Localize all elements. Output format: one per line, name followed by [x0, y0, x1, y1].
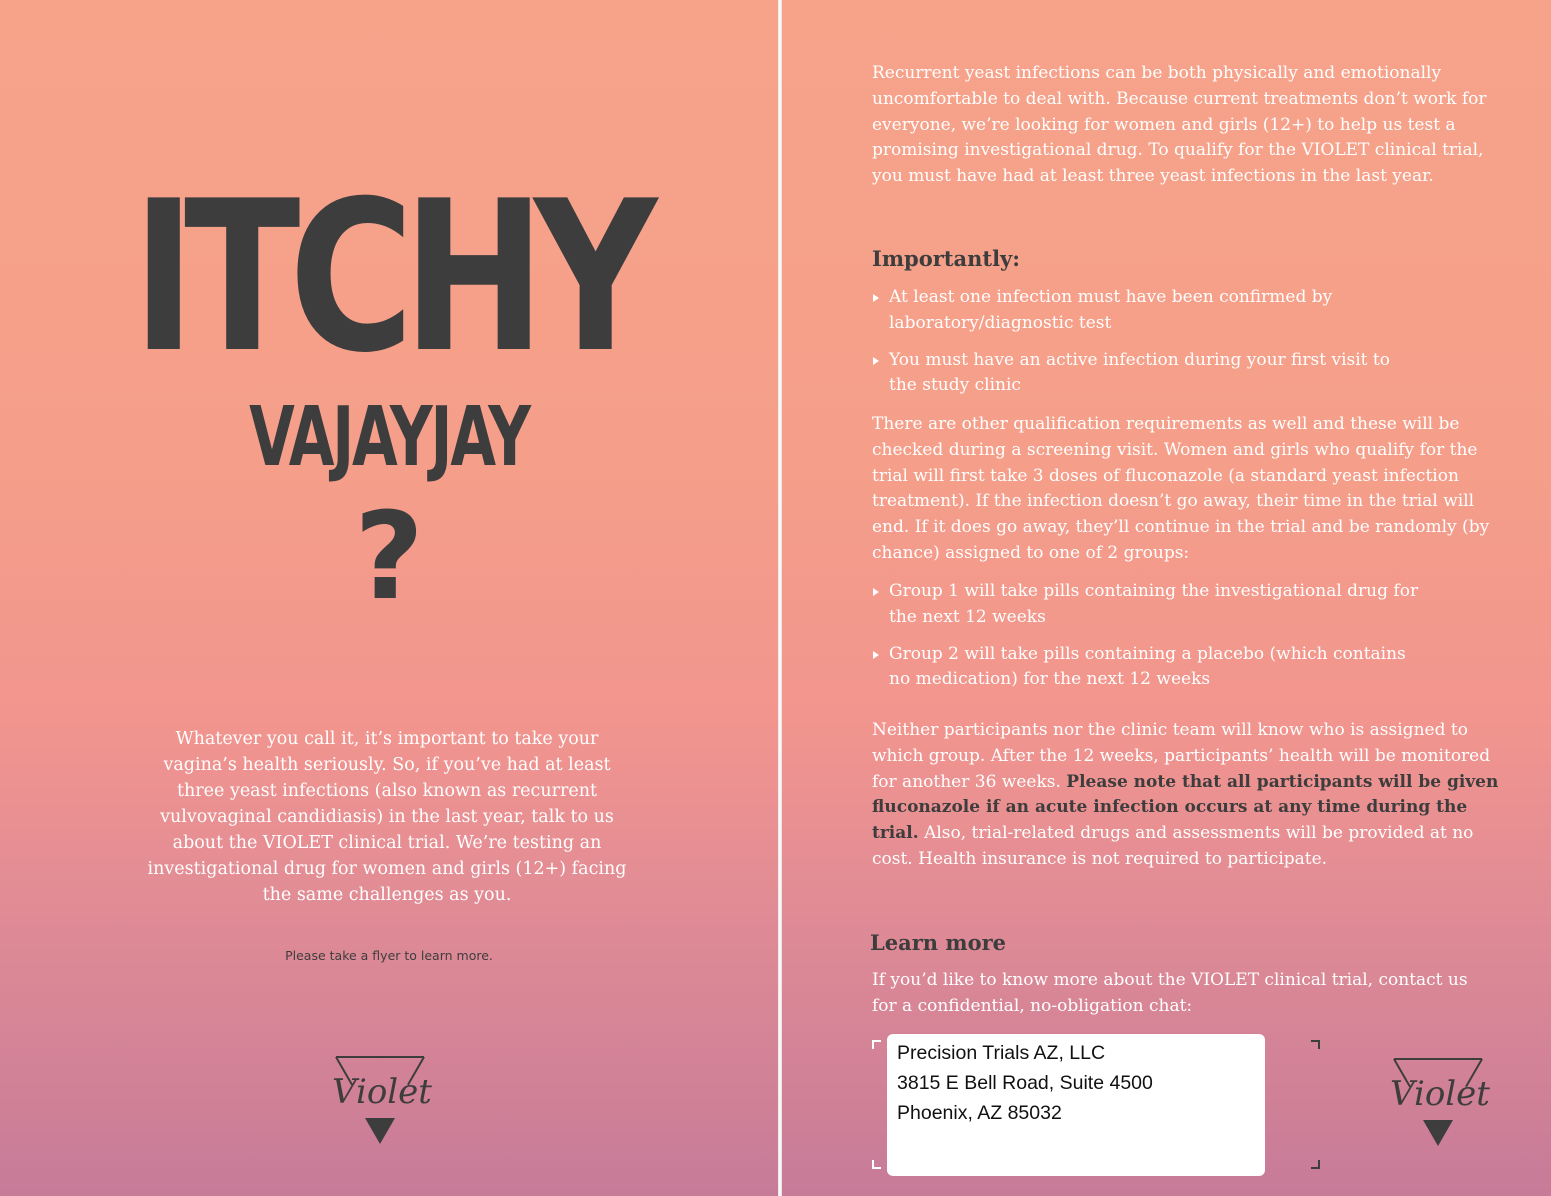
screening-paragraph: There are other qualification requirements as well and these will be checked during a screening visit. Women and girls who qualify for the trial will first take 3 doses of fluconazole (a standard yeast infection treatment). If the infection doesn’t go away, their time in the trial will end. If it does go away, they’ll continue in the trial and be randomly (by chance) assigned to one of 2 groups: — [872, 414, 1490, 563]
list-item — [872, 579, 1432, 631]
logo-frame — [336, 1056, 424, 1058]
list-item-text: You must have an active infection during your first visit to the study clinic — [889, 349, 1390, 396]
list-item — [872, 285, 1392, 337]
address-frame-corner — [1311, 1040, 1320, 1049]
groups-list — [872, 579, 1432, 704]
bullet-arrow-icon — [873, 588, 879, 596]
cost-text: Also, trial-related drugs and assessments will be provided at no cost. Health insurance is not required to participate. — [872, 823, 1474, 869]
blinding-paragraph — [872, 718, 1512, 873]
list-item — [872, 642, 1432, 694]
bullet-arrow-icon — [873, 294, 879, 302]
logo-triangle-icon — [1423, 1120, 1453, 1146]
address-frame-corner — [872, 1160, 881, 1169]
headline-vajayjay: VAJAYJAY — [249, 390, 529, 485]
clinic-city: Phoenix, AZ 85032 — [897, 1102, 1062, 1124]
learn-more-heading: Learn more — [870, 930, 1007, 955]
address-label — [887, 1034, 1265, 1176]
violet-logo — [1390, 1058, 1490, 1158]
logo-wordmark: Violet — [332, 1072, 432, 1112]
contact-paragraph: If you’d like to know more about the VIOLET clinical trial, contact us for a confidential, no-obligation chat: — [872, 970, 1468, 1016]
requirements-list — [872, 285, 1392, 410]
list-item-text: Group 2 will take pills containing a placebo (which contains no medication) for the next 12 weeks — [889, 643, 1406, 690]
blinding-text: Neither participants nor the clinic team will know who is assigned to which group. After the 12 weeks, participants’ health will be monitored for another 36 weeks. — [872, 720, 1491, 792]
importantly-heading: Importantly: — [872, 246, 1021, 271]
bullet-arrow-icon — [873, 651, 879, 659]
headline-itchy: ITCHY — [132, 157, 646, 399]
violet-logo — [332, 1056, 432, 1156]
list-item — [872, 348, 1392, 400]
clinic-name: Precision Trials AZ, LLC — [897, 1042, 1106, 1064]
logo-frame — [1394, 1058, 1482, 1060]
bullet-arrow-icon — [873, 357, 879, 365]
list-item-text: At least one infection must have been confirmed by laboratory/diagnostic test — [889, 287, 1333, 333]
logo-wordmark: Violet — [1390, 1074, 1490, 1114]
flyer-note: Please take a flyer to learn more. — [285, 948, 493, 963]
intro-paragraph: Whatever you call it, it’s important to take your vagina’s health seriously. So, if you’ve had at least three yeast infections (also known as recurrent vulvovaginal candidiasis) in the last year, talk to us about the VIOLET clinical trial. We’re testing an investigational drug for women and girls (12+) facing the same challenges as you. — [147, 729, 627, 905]
list-item-text: Group 1 will take pills containing the investigational drug for the next 12 weeks — [889, 581, 1419, 627]
address-frame-corner — [1311, 1160, 1320, 1169]
intro-recurrent-paragraph: Recurrent yeast infections can be both physically and emotionally uncomfortable to deal with. Because current treatments don’t work for everyone, we’re looking for women and girls (12+) to help us test a promising investigational drug. To qualify for the VIOLET clinical trial, you must have had at least three yeast infections in the last year. — [872, 63, 1487, 187]
fluconazole-note: Please note that all participants will be given fluconazole if an acute infection occurs at any time during the trial. — [872, 771, 1499, 844]
address-frame-corner — [872, 1040, 881, 1049]
logo-triangle-icon — [365, 1118, 395, 1144]
clinic-street: 3815 E Bell Road, Suite 4500 — [897, 1072, 1153, 1094]
headline-question-mark: ? — [354, 488, 424, 627]
